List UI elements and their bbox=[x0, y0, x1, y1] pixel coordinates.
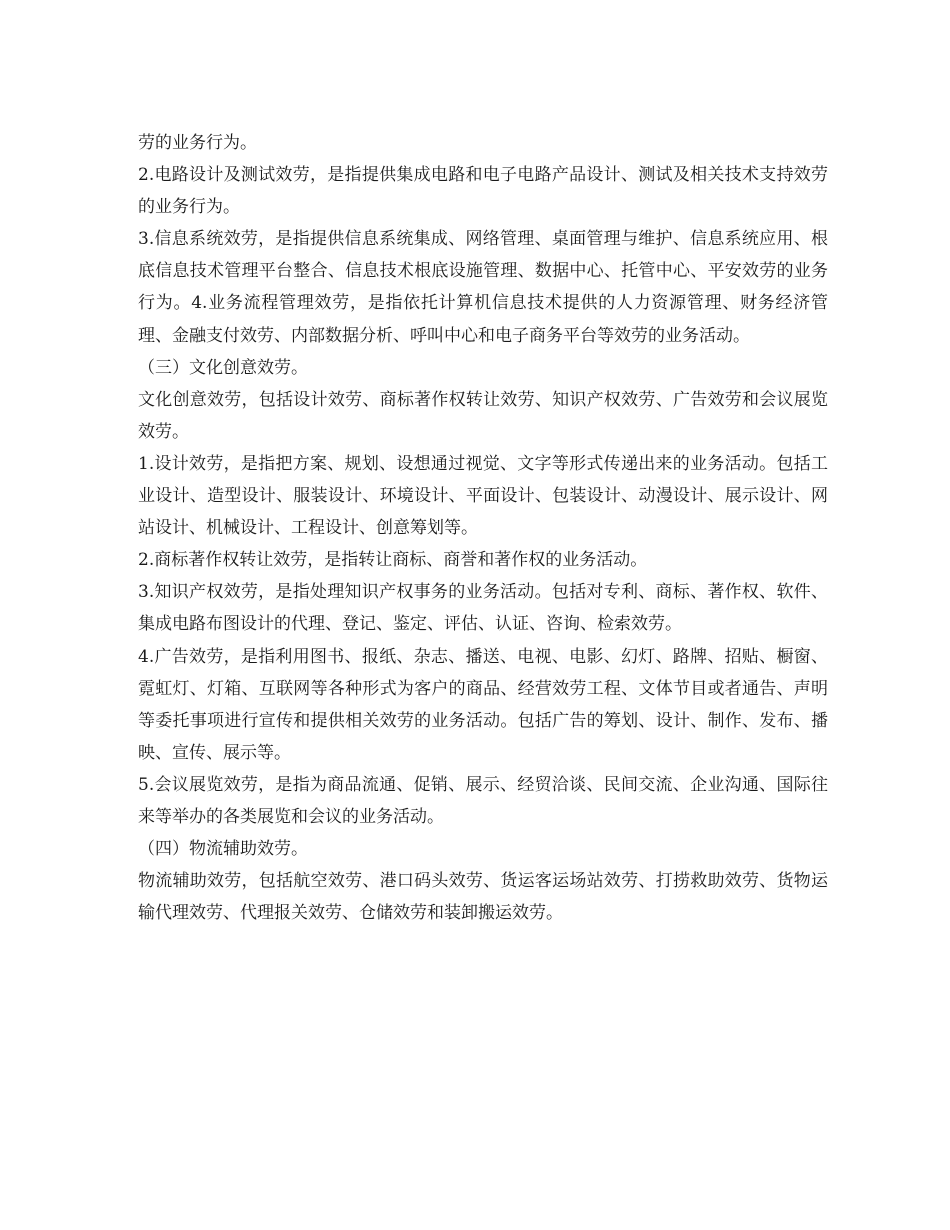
section-heading: （三）文化创意效劳。 bbox=[138, 357, 308, 378]
paragraph: 1.设计效劳，是指把方案、规划、设想通过视觉、文字等形式传递出来的业务活动。包括工业设计、造型设计、服装设计、环境设计、平面设计、包装设计、动漫设计、展示设计、网站设计、机械设计、工程设计、创意筹划等。 bbox=[138, 453, 828, 539]
section-heading: （四）物流辅助效劳。 bbox=[138, 839, 308, 860]
paragraph: 4.广告效劳，是指利用图书、报纸、杂志、播送、电视、电影、幻灯、路牌、招贴、橱窗、霓虹灯、灯箱、互联网等各种形式为客户的商品、经营效劳工程、文体节目或者通告、声明等委托事项进行宣传和提供相关效劳的业务活动。包括广告的筹划、设计、制作、发布、播映、宣传、展示等。 bbox=[138, 646, 828, 763]
document-body bbox=[138, 127, 828, 929]
paragraph: 物流辅助效劳，包括航空效劳、港口码头效劳、货运客运场站效劳、打捞救助效劳、货物运输代理效劳、代理报关效劳、仓储效劳和装卸搬运效劳。 bbox=[138, 871, 828, 924]
paragraph: 2.商标著作权转让效劳，是指转让商标、商誉和著作权的业务活动。 bbox=[138, 550, 648, 571]
paragraph: 劳的业务行为。 bbox=[138, 133, 257, 153]
paragraph: 3.信息系统效劳，是指提供信息系统集成、网络管理、桌面管理与维护、信息系统应用、根底信息技术管理平台整合、信息技术根底设施管理、数据中心、托管中心、平安效劳的业务行为。4.业务流程管理效劳，是指依托计算机信息技术提供的人力资源管理、财务经济管理、金融支付效劳、内部数据分析、呼叫中心和电子商务平台等效劳的业务活动。 bbox=[138, 229, 828, 346]
paragraph: 5.会议展览效劳，是指为商品流通、促销、展示、经贸洽谈、民间交流、企业沟通、国际往来等举办的各类展览和会议的业务活动。 bbox=[138, 774, 828, 827]
paragraph: 文化创意效劳，包括设计效劳、商标著作权转让效劳、知识产权效劳、广告效劳和会议展览效劳。 bbox=[138, 389, 828, 442]
paragraph: 2.电路设计及测试效劳，是指提供集成电路和电子电路产品设计、测试及相关技术支持效劳的业务行为。 bbox=[138, 165, 828, 218]
paragraph: 3.知识产权效劳，是指处理知识产权事务的业务活动。包括对专利、商标、著作权、软件、集成电路布图设计的代理、登记、鉴定、评估、认证、咨询、检索效劳。 bbox=[138, 582, 828, 635]
